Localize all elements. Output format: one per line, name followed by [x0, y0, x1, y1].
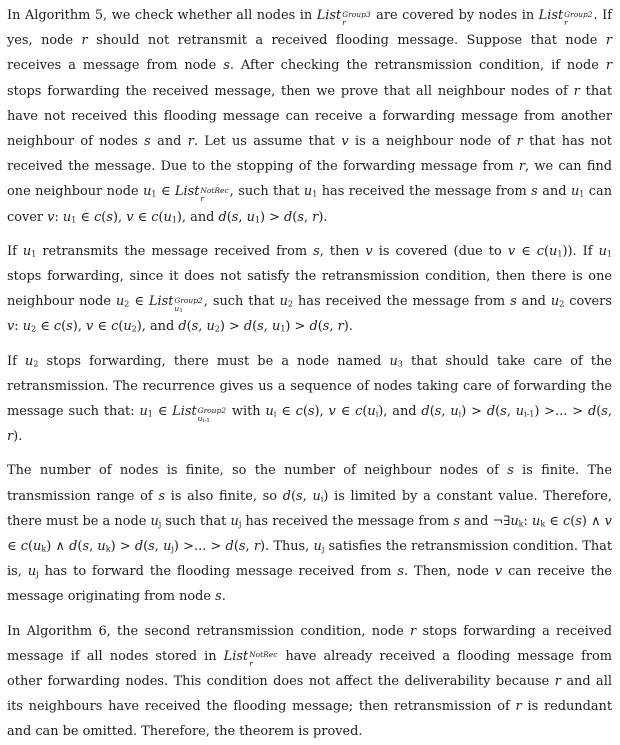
paragraph: If $u_2$ stops forwarding, there must be a node named $u_3$ that should take care of the retransmission. The recurrence gives us a sequence of nodes taking care of forwarding the message such that: $u_1$ ∈ List Group2 $u_{i-1}$ with $u_i$ ∈ c(s), v ∈ $c(u_i)$, and d(s, $u_i) > d(s$, $u_{i-1}$) >... > d(s, r). [7, 353, 612, 445]
paragraph: In Algorithm 6, the second retransmission condition, node r stops forwarding a received message if all nodes stored in List NotRec r have already received a flooding message from other forwarding nodes. This condition does not affect the deliverability because r and all its neighbours have received the flooding message; then retransmission of r is redundant and can be omitted. Therefore, the theorem is proved. [7, 623, 613, 740]
paragraph: The number of nodes is finite, so the number of neighbour nodes of s is finite. The transmission range of s is also finite, so d(s, $u_i$) is limited by a constant value. Therefore, there must be a node $u_j$ such that $u_j$ has received the message from s and $\neg\exists u_k$: $u_k$ ∈ c(s) ∧ v ∈ $c(u_k)$ ∧ d(s, $u_k) > d(s$, $u_j$) >... > d(s, r). Thus, $u_j$ satisfies the retransmission condition. That is, $u_j$ has to forward the flooding message received from s. Then, node v can receive the message originating from node s. [7, 463, 613, 605]
paragraph: In Algorithm 5, we check whether all nodes in List Group3 r are covered by nodes in List Group2 r . If yes, node r should not retransmit a received flooding message. Suppose that node r receives a message from node s. After checking the retransmission condition, if node r stops forwarding the received message, then we prove that all neighbour nodes of r that have not received this flooding message can receive a forwarding message from another neighbour of nodes s and r. Let us assume that v is a neighbour node of r that has not received the message. Due to the stopping of the forwarding message from r, we can find one neighbour node $u_1$ ∈ List NotRec r , such that $u_1$ has received the message from s and $u_1$ can cover v: $u_1$ ∈ c(s), v ∈ $c(u_1)$, and d(s, $u_1) > d(s$, r). [7, 8, 612, 225]
paragraph: If $u_1$ retransmits the message received from s, then v is covered (due to v ∈ $c(u_1)$). If $u_1$ stops forwarding, since it does not satisfy the retransmission condition, then there is one neighbour node $u_2$ ∈ List Group2 $u_1$ , such that $u_2$ has received the message from s and $u_2$ covers v: $u_2$ ∈ c(s), v ∈ $c(u_2)$, and d(s, $u_2) > d(s$, $u_1) > d(s$, r). [7, 243, 612, 335]
